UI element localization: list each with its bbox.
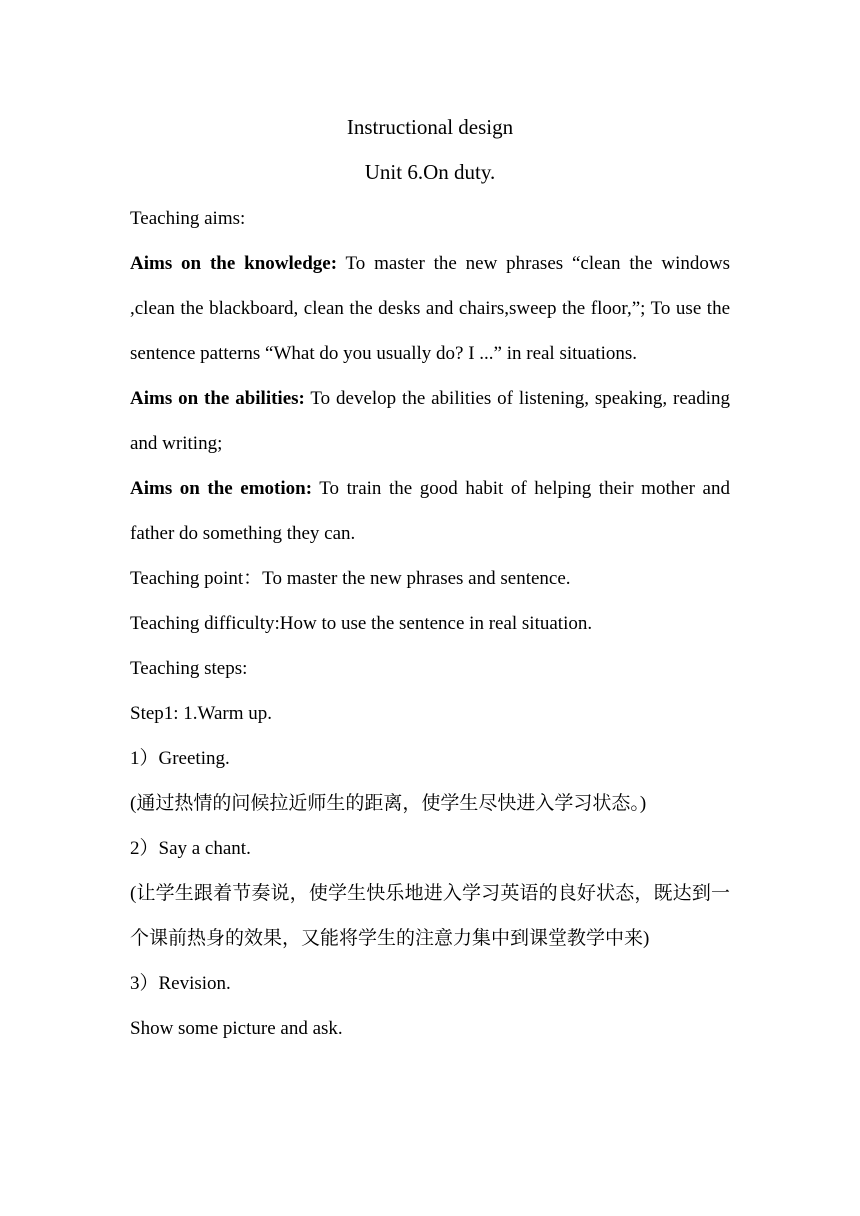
steps-heading: Teaching steps: bbox=[130, 658, 248, 679]
teaching-difficulty: Teaching difficulty:How to use the sentence in real situation. bbox=[130, 613, 593, 634]
step-item-chant: 2）Say a chant. bbox=[130, 838, 251, 859]
step-item-revision: 3）Revision. bbox=[130, 973, 231, 994]
aims-abilities-text: To develop the abilities of listening, speaking, reading and writing; bbox=[130, 388, 731, 454]
aims-emotion-label: Aims on the emotion: bbox=[130, 478, 313, 499]
step-note-revision: Show some picture and ask. bbox=[130, 1018, 343, 1039]
aims-knowledge-text: To master the new phrases “clean the windows ,clean the blackboard, clean the desks and chairs,sweep the floor,”; To use the sentence patterns “What do you usually do? I ...” in real situations. bbox=[130, 253, 730, 364]
document-body bbox=[130, 196, 730, 1051]
aims-knowledge-label: Aims on the knowledge: bbox=[130, 253, 338, 274]
step-note-greeting: (通过热情的问候拉近师生的距离，使学生尽快进入学习状态。) bbox=[130, 793, 647, 814]
aims-emotion-paragraph bbox=[130, 466, 730, 556]
aims-emotion-text: To train the good habit of helping their mother and father do something they can. bbox=[130, 478, 730, 544]
document-subtitle: Unit 6.On duty. bbox=[364, 160, 496, 184]
aims-abilities-label: Aims on the abilities: bbox=[130, 388, 305, 409]
document-title: Instructional design bbox=[346, 115, 514, 139]
teaching-point: Teaching point：To master the new phrases and sentence. bbox=[130, 568, 571, 589]
step-item-greeting: 1）Greeting. bbox=[130, 748, 230, 769]
aims-abilities-paragraph bbox=[130, 376, 730, 466]
step1-title: Step1: 1.Warm up. bbox=[130, 703, 273, 724]
step-note-chant: (让学生跟着节奏说，使学生快乐地进入学习英语的良好状态，既达到一个课前热身的效果，又能将学生的注意力集中到课堂教学中来) bbox=[130, 883, 730, 949]
aims-heading: Teaching aims: bbox=[130, 208, 246, 229]
aims-knowledge-paragraph bbox=[130, 241, 730, 376]
